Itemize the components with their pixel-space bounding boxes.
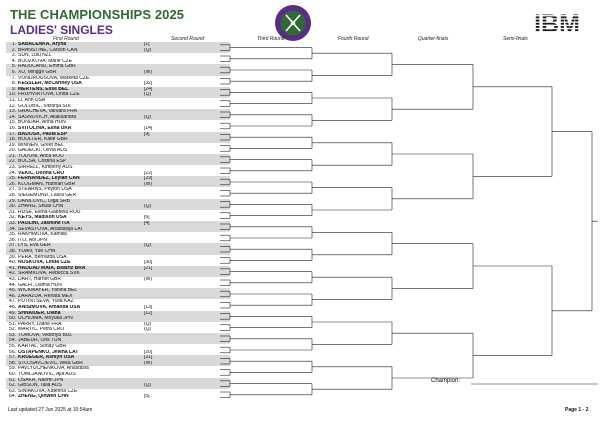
player-name: SABALENKA, Aryna bbox=[18, 42, 67, 47]
entry-number: 27. bbox=[9, 187, 16, 193]
entry-number: 55. bbox=[9, 344, 16, 350]
player-name: PAOLINI, Jasmine ITA bbox=[18, 221, 70, 226]
player-name: RADUCANU, Emma GBR bbox=[18, 64, 76, 70]
player-name: ITO, Aoi JPN bbox=[18, 237, 47, 243]
player-name: RUSE, Elena-Gabriela ROU bbox=[18, 209, 81, 215]
player-name: SASNOVICH, Aliaksandra bbox=[18, 114, 77, 120]
entry-number: 43. bbox=[9, 276, 16, 282]
entry-number: 7. bbox=[11, 75, 16, 81]
event-title: LADIES' SINGLES bbox=[10, 23, 113, 37]
seed-or-entry-status: [20] bbox=[144, 349, 153, 355]
entry-number: 56. bbox=[9, 349, 16, 355]
player-name: VEKIC, Donna CRO bbox=[18, 170, 65, 176]
player-name: SEVASTOVA, Anastasija LAT bbox=[18, 226, 84, 232]
seed-or-entry-status: (W) bbox=[144, 276, 153, 282]
entry-number: 34. bbox=[9, 226, 16, 232]
round-label-semifinals: Semi-finals bbox=[503, 36, 528, 42]
entry-number: 17. bbox=[9, 131, 16, 137]
player-name: KLUGMAN, Hannah GBR bbox=[18, 181, 76, 187]
player-name: GIBSON, Talia AUS bbox=[18, 383, 62, 389]
seed-or-entry-status: (Q) bbox=[144, 114, 152, 120]
entry-number: 11. bbox=[9, 97, 16, 103]
entry-number: 59. bbox=[9, 366, 16, 372]
player-name: XU, Mingge GBR bbox=[18, 69, 57, 75]
seed-or-entry-status: (Q) bbox=[144, 321, 152, 327]
player-name: BOULTER, Katie GBR bbox=[18, 137, 68, 143]
player-name: VONDROUSOVA, Marketa CZE bbox=[18, 75, 90, 81]
entry-number: 44. bbox=[9, 282, 16, 288]
player-name: BONDAR, Anna HUN bbox=[18, 120, 66, 126]
entry-number: 14. bbox=[9, 114, 16, 120]
seed-or-entry-status: [21] bbox=[144, 265, 153, 271]
seed-or-entry-status: [30] bbox=[144, 260, 153, 266]
player-name: PERA, Bernarda USA bbox=[18, 254, 67, 260]
player-name: UCHIJIMA, Moyuka JPN bbox=[18, 316, 73, 322]
entry-number: 25. bbox=[9, 176, 16, 182]
ibm-logo-text: IBM bbox=[534, 10, 580, 36]
player-name: STEARNS, Peyton USA bbox=[18, 187, 72, 193]
entry-number: 42. bbox=[9, 271, 16, 277]
entry-number: 63. bbox=[9, 388, 16, 394]
entry-number: 46. bbox=[9, 293, 16, 299]
player-name: SUN, Lulu NZL bbox=[18, 53, 52, 59]
entry-number: 57. bbox=[9, 355, 16, 361]
entry-number: 19. bbox=[9, 142, 16, 148]
player-name: HADDAD MAIA, Beatriz BRA bbox=[18, 265, 86, 271]
entry-number: 41. bbox=[9, 265, 16, 271]
player-name: DANILOVIC, Olga SRB bbox=[18, 198, 70, 204]
player-name: LYS, Eva GER bbox=[18, 243, 51, 249]
player-name: SVITOLINA, Elina UKR bbox=[18, 125, 72, 131]
round-label-first: First Round bbox=[53, 36, 79, 42]
player-name: ZARAZUA, Renata MEX bbox=[18, 293, 73, 299]
player-name: GALFI, Dalma HUN bbox=[18, 282, 62, 288]
entry-number: 4. bbox=[11, 58, 16, 64]
entry-number: 61. bbox=[9, 377, 16, 383]
entry-number: 62. bbox=[9, 383, 16, 389]
player-name: WICKMAYER, Yanina BEL bbox=[18, 288, 78, 294]
seed-or-entry-status: (Q) bbox=[144, 383, 152, 389]
player-name: ZHENG, Qinwen CHN bbox=[18, 394, 69, 400]
entry-number: 30. bbox=[9, 204, 16, 210]
entry-number: 2. bbox=[11, 47, 16, 53]
seed-or-entry-status: [1] bbox=[144, 42, 150, 47]
player-name: TOMLJANOVIC, Ajla AUS bbox=[18, 372, 76, 378]
last-updated: Last updated 27 Jun 2025 at 10:54am bbox=[8, 407, 93, 413]
seed-or-entry-status: [9] bbox=[144, 131, 150, 137]
entry-number: 31. bbox=[9, 209, 16, 215]
entry-number: 20. bbox=[9, 148, 16, 154]
entry-number: 48. bbox=[9, 304, 16, 310]
entry-number: 6. bbox=[11, 69, 16, 75]
player-name: PARRY, Diane FRA bbox=[18, 321, 62, 327]
entry-number: 50. bbox=[9, 316, 16, 322]
seed-or-entry-status: (Q) bbox=[144, 327, 152, 333]
player-name: KEYS, Madison USA bbox=[18, 215, 67, 221]
player-name: KRUEGER, Ashlyn USA bbox=[18, 355, 75, 361]
seed-or-entry-status: (Q) bbox=[144, 92, 152, 98]
entry-number: 5. bbox=[11, 64, 16, 70]
player-name: TOMOVA, Viktoriya BUL bbox=[18, 332, 73, 338]
entry-number: 40. bbox=[9, 260, 16, 266]
player-name: SINIAKOVA, Katerina CZE bbox=[18, 388, 78, 394]
player-name: OSAKA, Naomi JPN bbox=[18, 377, 64, 383]
entry-number: 24. bbox=[9, 170, 16, 176]
entry-number: 23. bbox=[9, 165, 16, 171]
player-name: BUCSA, Cristina ESP bbox=[18, 159, 67, 165]
seed-or-entry-status: [24] bbox=[144, 86, 153, 92]
seed-or-entry-status: [22] bbox=[144, 170, 153, 176]
player-name: BRANSTINE, Carson CAN bbox=[18, 47, 78, 53]
round-label-fourth: Fourth Round bbox=[338, 36, 369, 42]
seed-or-entry-status: (Q) bbox=[144, 204, 152, 210]
entry-number: 35. bbox=[9, 232, 16, 238]
entry-number: 60. bbox=[9, 372, 16, 378]
seed-or-entry-status: [6] bbox=[144, 215, 150, 221]
entry-number: 37. bbox=[9, 243, 16, 249]
champion-label: Champion: bbox=[431, 378, 461, 384]
entry-number: 29. bbox=[9, 198, 16, 204]
entry-number: 38. bbox=[9, 248, 16, 254]
seed-or-entry-status: [4] bbox=[144, 221, 150, 226]
seed-or-entry-status: [29] bbox=[144, 176, 153, 182]
seed-or-entry-status: (W) bbox=[144, 181, 153, 187]
entry-number: 33. bbox=[9, 221, 16, 226]
entry-number: 16. bbox=[9, 125, 16, 131]
player-name: KESSLER, McCartney USA bbox=[18, 81, 82, 87]
entry-number: 39. bbox=[9, 254, 16, 260]
entry-number: 36. bbox=[9, 237, 16, 243]
player-name: RAKHIMOVA, Kamilla bbox=[18, 232, 67, 238]
seed-or-entry-status: (W) bbox=[144, 69, 153, 75]
player-name: GOLUBIC, Viktorija SUI bbox=[18, 103, 71, 109]
seed-or-entry-status: (Q) bbox=[144, 47, 152, 53]
entry-number: 15. bbox=[9, 120, 16, 126]
seed-or-entry-status: [5] bbox=[144, 394, 150, 400]
round-label-third: Third Round bbox=[257, 36, 285, 42]
entry-number: 45. bbox=[9, 288, 16, 294]
entry-number: 58. bbox=[9, 360, 16, 366]
player-name: BOUZKOVA, Marie CZE bbox=[18, 58, 73, 64]
player-name: YUAN, Yue CHN bbox=[18, 248, 56, 254]
player-name: OSTAPENKO, Jelena LAT bbox=[18, 349, 79, 355]
player-name: GADECKI, Olivia AUS bbox=[18, 148, 68, 154]
player-name: SIRRELL, Kimberly AUS bbox=[18, 165, 73, 171]
player-name: FERNANDEZ, Leylah CAN bbox=[18, 176, 80, 182]
entry-number: 13. bbox=[9, 109, 16, 115]
entry-number: 52. bbox=[9, 327, 16, 333]
entry-number: 21. bbox=[9, 153, 16, 159]
player-name: BADOSA, Paula ESP bbox=[18, 131, 68, 137]
entry-number: 3. bbox=[11, 53, 16, 59]
player-name: MERTENS, Elise BEL bbox=[18, 86, 69, 92]
round-label-second: Second Round bbox=[171, 36, 205, 42]
entry-number: 49. bbox=[9, 310, 16, 316]
entry-number: 12. bbox=[9, 103, 16, 109]
player-name: SIEGEMUND, Laura GER bbox=[18, 193, 77, 199]
player-name: KARTAL, Sonay GBR bbox=[18, 344, 67, 350]
seed-or-entry-status: [32] bbox=[144, 81, 153, 87]
player-name: JABEUR, Ons TUN bbox=[18, 338, 62, 344]
tournament-title: THE CHAMPIONSHIPS 2025 bbox=[10, 7, 185, 22]
player-name: ANISIMOVA, Amanda USA bbox=[18, 304, 81, 310]
player-name: PAVLYUCHENKOVA, Anastasia bbox=[18, 366, 89, 372]
player-name: SHNAIDER, Diana bbox=[18, 310, 61, 316]
entry-number: 8. bbox=[11, 81, 16, 87]
seed-or-entry-status: (W) bbox=[144, 360, 153, 366]
player-name: SRAMKOVA, Rebecca SVK bbox=[18, 271, 80, 277]
entry-number: 26. bbox=[9, 181, 16, 187]
player-name: STOJSAVLJEVIC, Mika GBR bbox=[18, 360, 83, 366]
entry-number: 32. bbox=[9, 215, 16, 221]
seed-or-entry-status: (Q) bbox=[144, 243, 152, 249]
entry-number: 64. bbox=[9, 394, 16, 400]
player-name: LI, Ann USA bbox=[18, 97, 46, 103]
entry-number: 10. bbox=[9, 92, 16, 98]
player-name: ZHANG, Shuai CHN bbox=[18, 204, 64, 210]
entry-number: 22. bbox=[9, 159, 16, 165]
entry-number: 1. bbox=[11, 42, 16, 47]
player-name: TODONI, Anca ROU bbox=[18, 153, 64, 159]
entry-number: 9. bbox=[11, 86, 16, 92]
player-name: GRACHEVA, Varvara FRA bbox=[18, 109, 77, 115]
player-name: DART, Harriet GBR bbox=[18, 276, 61, 282]
player-name: MARTIC, Petra CRO bbox=[18, 327, 65, 333]
player-name: NOSKOVA, Linda CZE bbox=[18, 260, 71, 266]
seed-or-entry-status: [14] bbox=[144, 125, 153, 131]
player-name: FRUHVIRTOVA, Linda CZE bbox=[18, 92, 80, 98]
player-name: MINNEN, Greet BEL bbox=[18, 142, 64, 148]
seed-or-entry-status: [31] bbox=[144, 355, 153, 361]
entry-number: 18. bbox=[9, 137, 16, 143]
player-name: PUTINTSEVA, Yulia KAZ bbox=[18, 299, 74, 305]
seed-or-entry-status: [12] bbox=[144, 310, 153, 316]
entry-number: 53. bbox=[9, 332, 16, 338]
round-label-quarterfinals: Quarter-finals bbox=[418, 36, 449, 42]
page-number: Page 1 - 2 bbox=[565, 407, 589, 413]
entry-number: 28. bbox=[9, 193, 16, 199]
entry-number: 47. bbox=[9, 299, 16, 305]
entry-number: 51. bbox=[9, 321, 16, 327]
entry-number: 54. bbox=[9, 338, 16, 344]
seed-or-entry-status: [13] bbox=[144, 304, 153, 310]
